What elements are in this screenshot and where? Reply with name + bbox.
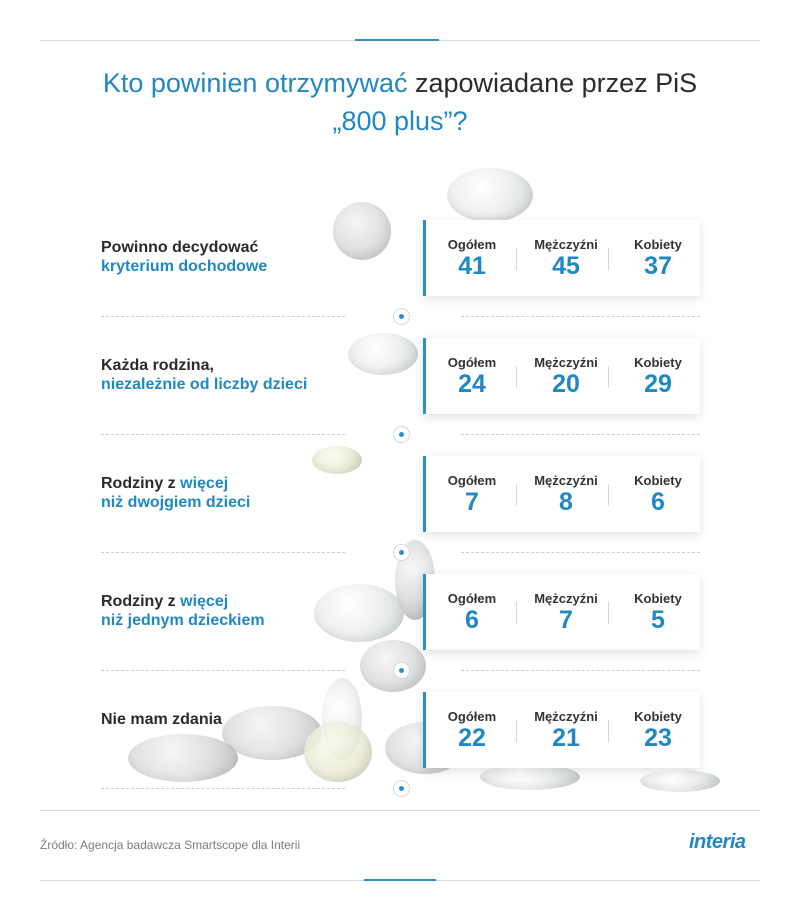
top-rule-accent xyxy=(355,39,439,41)
data-value: 41 xyxy=(458,252,486,280)
row-label-line1 xyxy=(101,474,361,493)
column-header: Kobiety xyxy=(634,237,682,252)
dashed-divider xyxy=(101,788,345,789)
title-highlight: Kto powinien otrzymywać xyxy=(102,68,408,98)
timeline-dot-icon xyxy=(393,780,410,797)
title-main: zapowiadane przez PiS xyxy=(414,68,698,98)
value-column xyxy=(426,574,518,650)
column-separator xyxy=(516,602,517,624)
column-header: Mężczyźni xyxy=(534,237,598,252)
row-label-plain: Rodziny z xyxy=(101,593,176,610)
row-label xyxy=(101,710,361,729)
row-label xyxy=(101,356,361,394)
title-quote: „800 plus”? xyxy=(332,106,468,136)
column-header: Kobiety xyxy=(634,473,682,488)
coin-decoration xyxy=(447,168,533,222)
table-row xyxy=(0,220,800,338)
timeline-dot-icon xyxy=(393,544,410,561)
row-label xyxy=(101,238,361,276)
value-column xyxy=(426,692,518,768)
row-label-plain: Rodziny z xyxy=(101,475,176,492)
column-header: Kobiety xyxy=(634,709,682,724)
row-label-highlight-inline: więcej xyxy=(180,593,229,610)
data-value: 37 xyxy=(644,252,672,280)
data-value: 6 xyxy=(465,606,479,634)
dashed-divider xyxy=(101,434,345,435)
data-value: 7 xyxy=(559,606,573,634)
column-separator xyxy=(516,720,517,742)
value-column xyxy=(612,574,704,650)
row-label-plain: Nie mam zdania xyxy=(101,711,222,728)
data-value: 8 xyxy=(559,488,573,516)
values-card xyxy=(423,338,700,414)
row-label xyxy=(101,474,361,512)
table-row xyxy=(0,338,800,456)
column-separator xyxy=(516,248,517,270)
column-header: Mężczyźni xyxy=(534,473,598,488)
row-label-line1 xyxy=(101,356,361,375)
dashed-divider xyxy=(461,552,700,553)
dashed-divider xyxy=(101,552,345,553)
value-column xyxy=(612,456,704,532)
values-card xyxy=(423,220,700,296)
value-column xyxy=(520,220,612,296)
timeline-dot-icon xyxy=(393,662,410,679)
values-card xyxy=(423,456,700,532)
value-column xyxy=(520,692,612,768)
column-header: Ogółem xyxy=(447,709,497,724)
page-title xyxy=(40,64,760,140)
row-label xyxy=(101,592,361,630)
data-value: 20 xyxy=(552,370,580,398)
value-column xyxy=(612,338,704,414)
row-label-highlight: kryterium dochodowe xyxy=(101,258,268,275)
column-separator xyxy=(608,484,609,506)
column-separator xyxy=(608,602,609,624)
row-label-highlight: niezależnie od liczby dzieci xyxy=(101,376,308,393)
data-value: 23 xyxy=(644,724,672,752)
row-label-line1 xyxy=(101,592,361,611)
values-card xyxy=(423,692,700,768)
column-header: Mężczyźni xyxy=(534,355,598,370)
row-label-line1 xyxy=(101,710,361,729)
interia-logo: interia xyxy=(689,831,746,853)
table-row xyxy=(0,456,800,574)
values-card xyxy=(423,574,700,650)
column-separator xyxy=(516,484,517,506)
footer-rule-accent xyxy=(364,879,436,881)
column-separator xyxy=(608,248,609,270)
column-header: Mężczyźni xyxy=(534,591,598,606)
value-column xyxy=(612,220,704,296)
column-header: Ogółem xyxy=(447,355,497,370)
data-value: 5 xyxy=(651,606,665,634)
data-value: 6 xyxy=(651,488,665,516)
column-header: Mężczyźni xyxy=(534,709,598,724)
column-header: Ogółem xyxy=(447,237,497,252)
data-value: 24 xyxy=(458,370,486,398)
column-separator xyxy=(516,366,517,388)
timeline-dot-icon xyxy=(393,308,410,325)
row-label-line1 xyxy=(101,238,361,257)
data-value: 29 xyxy=(644,370,672,398)
timeline-dot-icon xyxy=(393,426,410,443)
row-label-highlight: niż dwojgiem dzieci xyxy=(101,494,251,511)
row-label-plain: Powinno decydować xyxy=(101,239,259,256)
column-header: Ogółem xyxy=(447,473,497,488)
data-value: 21 xyxy=(552,724,580,752)
dashed-divider xyxy=(461,670,700,671)
column-separator xyxy=(608,366,609,388)
dashed-divider xyxy=(101,316,345,317)
value-column xyxy=(426,456,518,532)
dashed-divider xyxy=(461,316,700,317)
value-column xyxy=(520,338,612,414)
dashed-divider xyxy=(461,434,700,435)
table-row xyxy=(0,574,800,692)
row-label-highlight: niż jednym dzieckiem xyxy=(101,612,265,629)
bottom-rule xyxy=(40,810,760,811)
column-separator xyxy=(608,720,609,742)
row-label-plain: Każda rodzina, xyxy=(101,357,214,374)
row-label-highlight-inline: więcej xyxy=(180,475,229,492)
value-column xyxy=(520,456,612,532)
column-header: Kobiety xyxy=(634,355,682,370)
value-column xyxy=(426,338,518,414)
data-value: 22 xyxy=(458,724,486,752)
value-column xyxy=(612,692,704,768)
dashed-divider xyxy=(101,670,345,671)
source-note: Źródło: Agencja badawcza Smartscope dla Interii xyxy=(40,838,301,852)
value-column xyxy=(520,574,612,650)
data-value: 7 xyxy=(465,488,479,516)
column-header: Kobiety xyxy=(634,591,682,606)
column-header: Ogółem xyxy=(447,591,497,606)
data-value: 45 xyxy=(552,252,580,280)
value-column xyxy=(426,220,518,296)
table-row xyxy=(0,692,800,810)
